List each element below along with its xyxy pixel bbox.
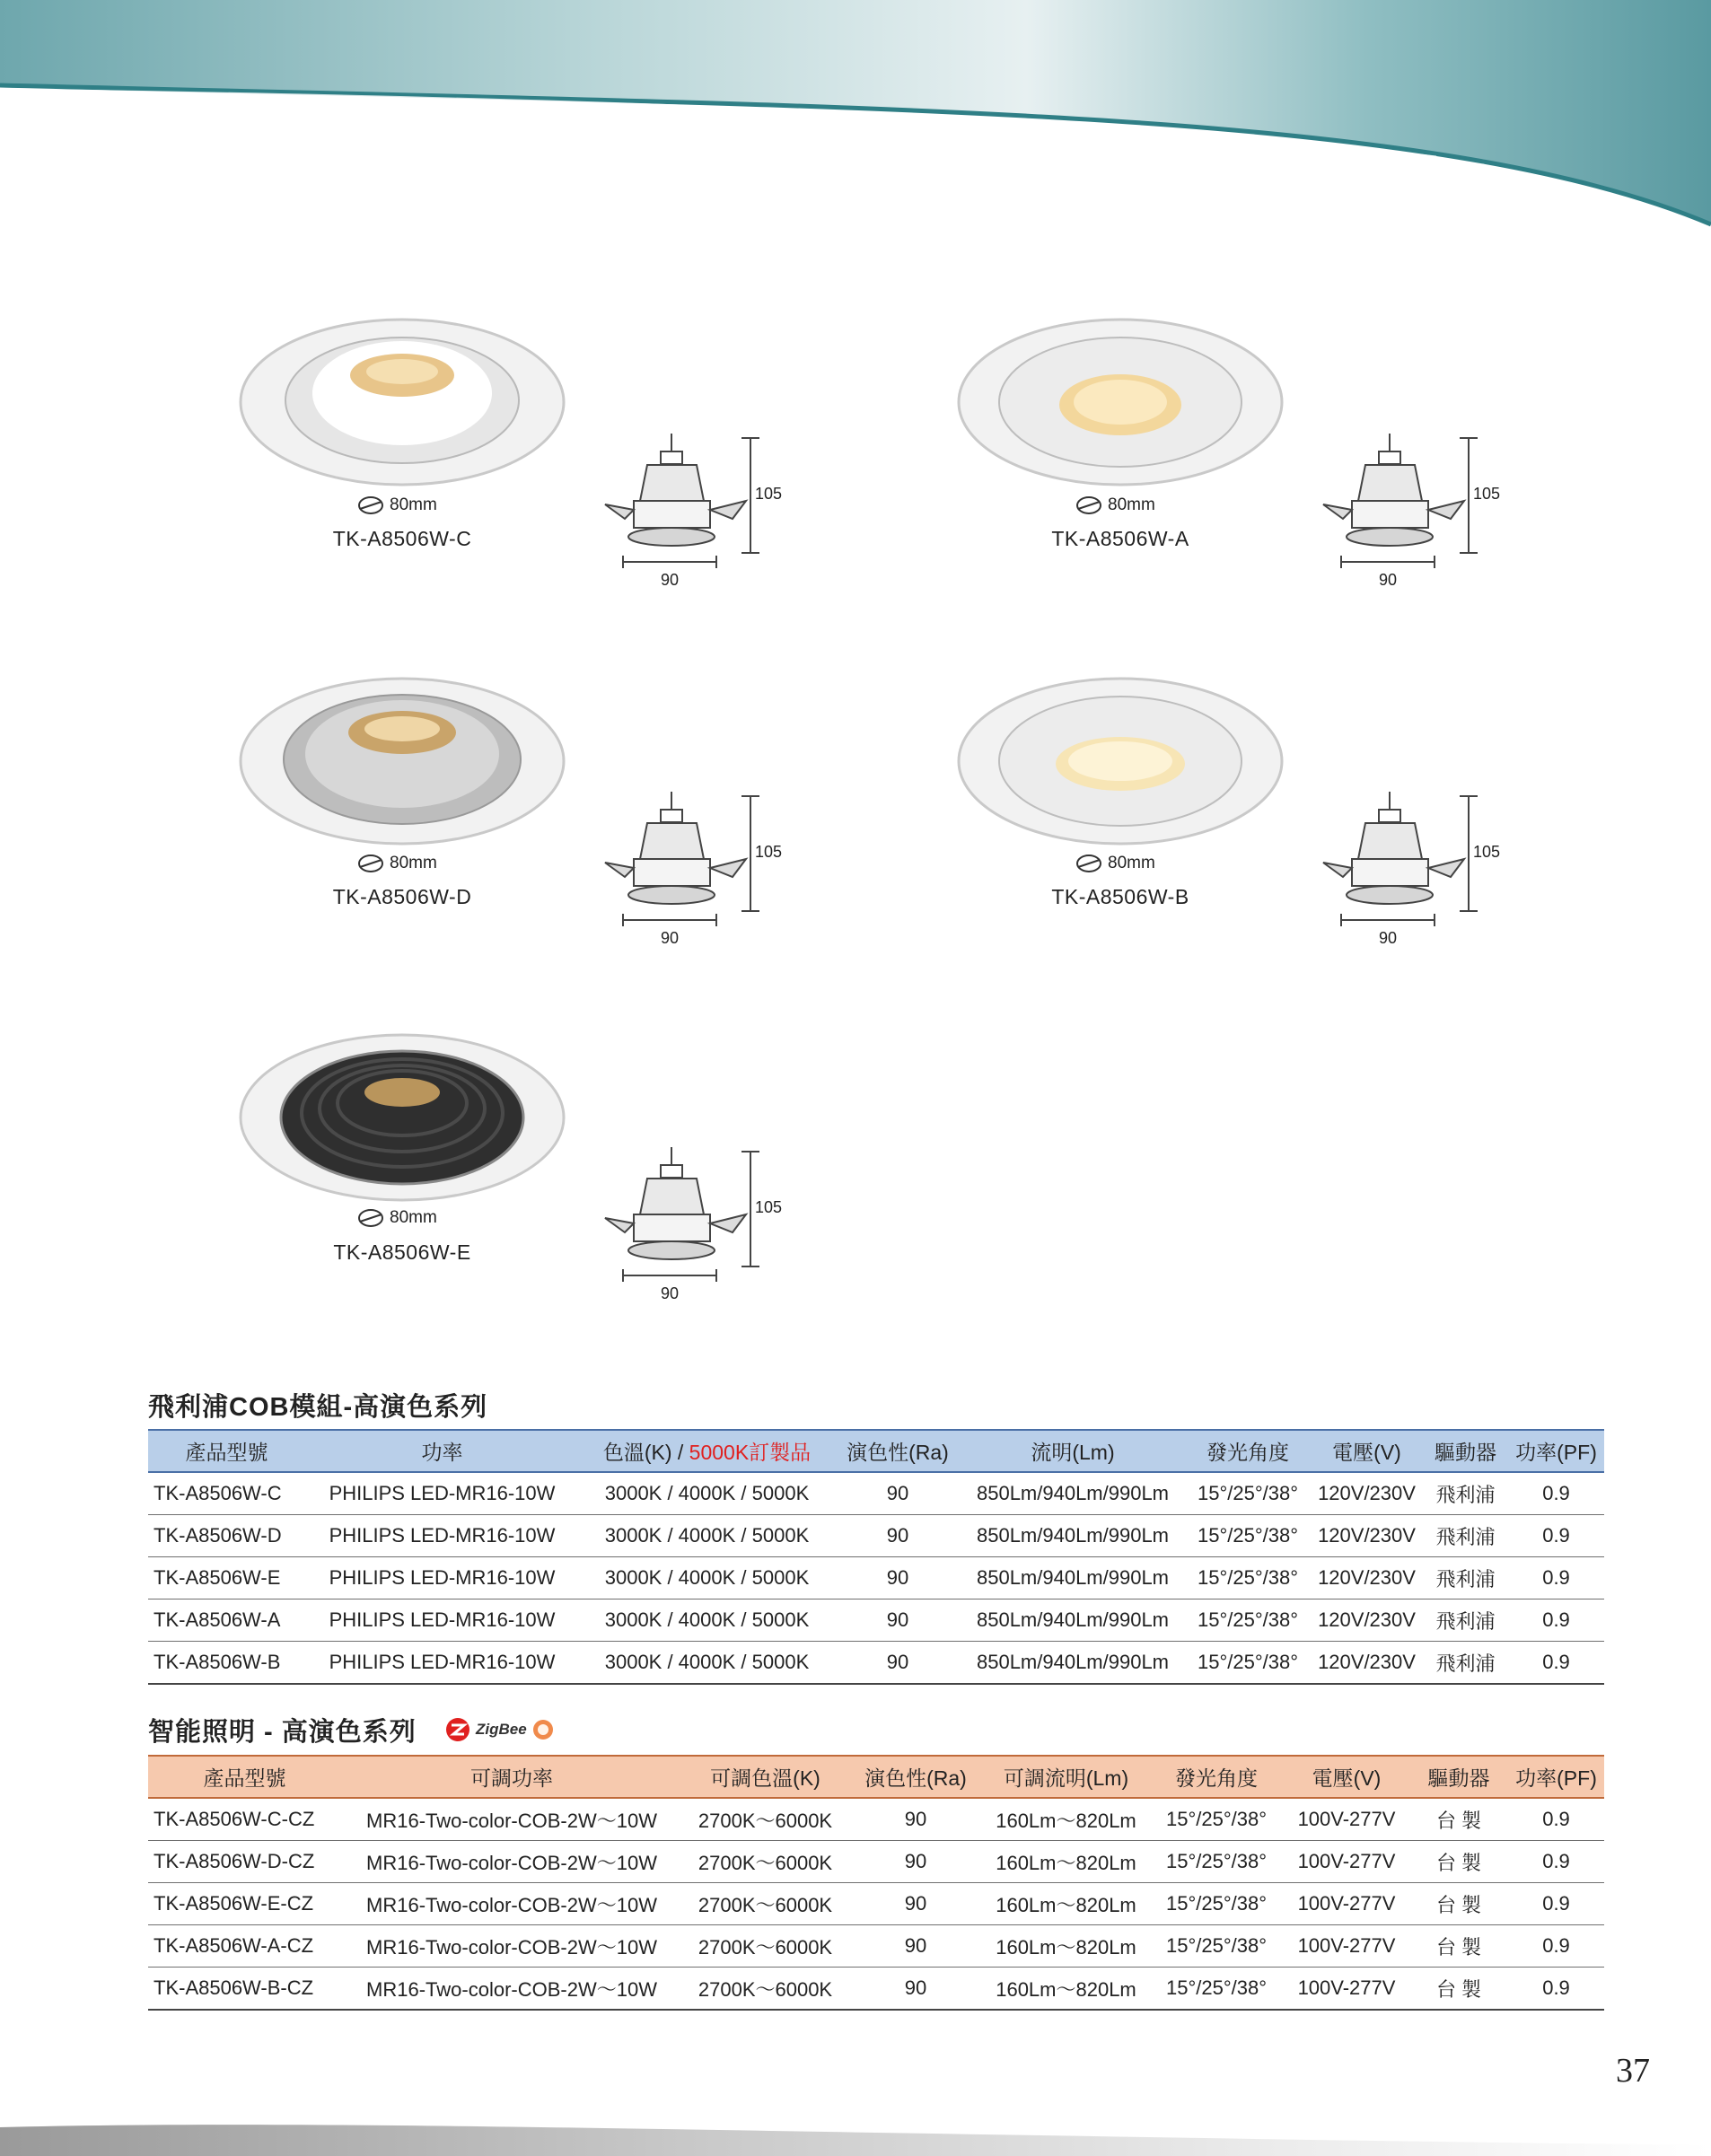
cell-model: TK-A8506W-D (148, 1515, 305, 1557)
cell-model: TK-A8506W-B (148, 1642, 305, 1685)
table-row (148, 1925, 1604, 1968)
header-lumen: 流明(Lm) (961, 1430, 1185, 1472)
cell-lumen: 850Lm/940Lm/990Lm (961, 1642, 1185, 1685)
cell-driver: 飛利浦 (1423, 1642, 1508, 1685)
header-cri: 演色性(Ra) (835, 1430, 961, 1472)
cell-cri: 90 (835, 1599, 961, 1642)
header-beam-angle: 發光角度 (1185, 1430, 1311, 1472)
cell-driver: 飛利浦 (1423, 1515, 1508, 1557)
cell-driver: 飛利浦 (1423, 1599, 1508, 1642)
table-row (148, 1883, 1604, 1925)
product-photo-e (236, 1028, 568, 1207)
dimension-diagram-b (1316, 787, 1522, 958)
cell-beam-angle: 15°/25°/38° (1185, 1557, 1311, 1599)
spec-table-zigbee (148, 1755, 1604, 2011)
cell-power: PHILIPS LED-MR16-10W (305, 1599, 579, 1642)
cell-color-temp: 2700K～6000K (682, 1968, 848, 2011)
top-banner (0, 0, 1711, 233)
product-photo-d (236, 671, 568, 851)
cell-pf: 0.9 (1508, 1515, 1604, 1557)
cell-pf: 0.9 (1508, 1883, 1604, 1925)
cell-power: PHILIPS LED-MR16-10W (305, 1557, 579, 1599)
cell-cri: 90 (835, 1642, 961, 1685)
cutout-size-label: 80mm (390, 495, 437, 514)
header-model: 產品型號 (148, 1756, 341, 1798)
cell-color-temp: 3000K / 4000K / 5000K (579, 1599, 835, 1642)
cell-model: TK-A8506W-A (148, 1599, 305, 1642)
cutout-diameter-icon (1075, 854, 1102, 873)
dimension-diagram-a (1316, 429, 1522, 600)
cell-pf: 0.9 (1508, 1841, 1604, 1883)
cell-model: TK-A8506W-E-CZ (148, 1883, 341, 1925)
cutout-diameter-icon (1075, 495, 1102, 515)
table-header-row (148, 1756, 1604, 1798)
cell-pf: 0.9 (1508, 1968, 1604, 2011)
cutout-diameter-icon (357, 854, 384, 873)
zigbee-logo (445, 1717, 554, 1742)
cutout-size-label: 80mm (390, 1208, 437, 1227)
dimension-diagram-d (598, 787, 804, 958)
cell-beam-angle: 15°/25°/38° (1149, 1925, 1284, 1968)
model-label-c: TK-A8506W-C (332, 527, 472, 550)
zigbee-icon (445, 1717, 470, 1742)
dimension-diagram-c (598, 429, 804, 600)
dimension-width: 90 (661, 929, 680, 947)
cell-color-temp: 2700K～6000K (682, 1925, 848, 1968)
cutout-size-label: 80mm (1108, 854, 1155, 872)
table-row (148, 1599, 1604, 1642)
cell-beam-angle: 15°/25°/38° (1149, 1798, 1284, 1841)
cell-model: TK-A8506W-B-CZ (148, 1968, 341, 2011)
cutout-size-a (1075, 495, 1155, 515)
cell-color-temp: 3000K / 4000K / 5000K (579, 1515, 835, 1557)
header-adjustable-lumen: 可調流明(Lm) (983, 1756, 1149, 1798)
cell-power: MR16-Two-color-COB-2W～10W (341, 1798, 682, 1841)
cell-power: PHILIPS LED-MR16-10W (305, 1515, 579, 1557)
cell-cri: 90 (835, 1557, 961, 1599)
cell-beam-angle: 15°/25°/38° (1185, 1599, 1311, 1642)
header-model: 產品型號 (148, 1430, 305, 1472)
cell-beam-angle: 15°/25°/38° (1149, 1841, 1284, 1883)
cell-model: TK-A8506W-A-CZ (148, 1925, 341, 1968)
cell-driver: 台 製 (1409, 1883, 1508, 1925)
cell-lumen: 160Lm～820Lm (983, 1841, 1149, 1883)
product-photo-a (954, 312, 1286, 492)
cell-lumen: 160Lm～820Lm (983, 1925, 1149, 1968)
cell-model: TK-A8506W-E (148, 1557, 305, 1599)
table-header-row (148, 1430, 1604, 1472)
cell-cri: 90 (835, 1515, 961, 1557)
table-row (148, 1515, 1604, 1557)
header-voltage: 電壓(V) (1284, 1756, 1409, 1798)
table-row (148, 1557, 1604, 1599)
cell-beam-angle: 15°/25°/38° (1149, 1883, 1284, 1925)
zigbee-logo-text: ZigBee (476, 1721, 527, 1738)
cutout-diameter-icon (357, 495, 384, 515)
cell-pf: 0.9 (1508, 1557, 1604, 1599)
cell-voltage: 120V/230V (1311, 1515, 1423, 1557)
cell-lumen: 850Lm/940Lm/990Lm (961, 1515, 1185, 1557)
header-beam-angle: 發光角度 (1149, 1756, 1284, 1798)
dimension-height: 105 (755, 843, 783, 861)
table-row (148, 1642, 1604, 1685)
cell-driver: 飛利浦 (1423, 1557, 1508, 1599)
dimension-height: 105 (755, 1198, 783, 1216)
cell-cri: 90 (848, 1841, 983, 1883)
product-photo-b (954, 671, 1286, 851)
compatibility-badge-icon (532, 1719, 554, 1740)
cell-voltage: 120V/230V (1311, 1642, 1423, 1685)
cell-power: PHILIPS LED-MR16-10W (305, 1642, 579, 1685)
header-power: 功率 (305, 1430, 579, 1472)
cell-power: MR16-Two-color-COB-2W～10W (341, 1968, 682, 2011)
cutout-size-label: 80mm (390, 854, 437, 872)
cell-lumen: 850Lm/940Lm/990Lm (961, 1472, 1185, 1515)
cell-model: TK-A8506W-C-CZ (148, 1798, 341, 1841)
cell-driver: 飛利浦 (1423, 1472, 1508, 1515)
cell-beam-angle: 15°/25°/38° (1185, 1515, 1311, 1557)
cutout-size-b (1075, 854, 1155, 873)
header-adjustable-color-temp: 可調色溫(K) (682, 1756, 848, 1798)
cell-pf: 0.9 (1508, 1472, 1604, 1515)
cell-model: TK-A8506W-C (148, 1472, 305, 1515)
product-photo-c (236, 312, 568, 492)
cell-beam-angle: 15°/25°/38° (1185, 1472, 1311, 1515)
header-cri: 演色性(Ra) (848, 1756, 983, 1798)
table-row (148, 1968, 1604, 2011)
header-pf: 功率(PF) (1508, 1756, 1604, 1798)
cell-power: MR16-Two-color-COB-2W～10W (341, 1883, 682, 1925)
cell-color-temp: 3000K / 4000K / 5000K (579, 1557, 835, 1599)
dimension-height: 105 (755, 485, 783, 503)
table-row (148, 1472, 1604, 1515)
cell-driver: 台 製 (1409, 1841, 1508, 1883)
cell-cri: 90 (835, 1472, 961, 1515)
header-color-temp (579, 1430, 835, 1472)
cell-cri: 90 (848, 1883, 983, 1925)
cell-color-temp: 2700K～6000K (682, 1841, 848, 1883)
cell-voltage: 120V/230V (1311, 1557, 1423, 1599)
header-pf: 功率(PF) (1508, 1430, 1604, 1472)
dimension-width: 90 (661, 1284, 680, 1302)
cell-color-temp: 2700K～6000K (682, 1798, 848, 1841)
cutout-size-c (357, 495, 437, 515)
cell-voltage: 120V/230V (1311, 1472, 1423, 1515)
table-row (148, 1841, 1604, 1883)
cell-voltage: 100V-277V (1284, 1925, 1409, 1968)
cell-driver: 台 製 (1409, 1798, 1508, 1841)
dimension-diagram-e (598, 1143, 804, 1313)
cell-cri: 90 (848, 1925, 983, 1968)
dimension-width: 90 (1379, 571, 1398, 589)
cell-power: MR16-Two-color-COB-2W～10W (341, 1841, 682, 1883)
cell-cri: 90 (848, 1798, 983, 1841)
spec-table-philips (148, 1429, 1604, 1685)
cell-color-temp: 2700K～6000K (682, 1883, 848, 1925)
header-adjustable-power: 可調功率 (341, 1756, 682, 1798)
bottom-band (0, 2118, 1711, 2156)
cell-voltage: 120V/230V (1311, 1599, 1423, 1642)
cell-pf: 0.9 (1508, 1642, 1604, 1685)
header-color-temp-text: 色溫(K) / (602, 1441, 689, 1464)
section1-title: 飛利浦COB模組-高演色系列 (148, 1393, 488, 1422)
dimension-width: 90 (661, 571, 680, 589)
model-label-a: TK-A8506W-A (1051, 527, 1189, 550)
cell-voltage: 100V-277V (1284, 1883, 1409, 1925)
cell-voltage: 100V-277V (1284, 1841, 1409, 1883)
cell-voltage: 100V-277V (1284, 1968, 1409, 2011)
model-label-b: TK-A8506W-B (1051, 885, 1189, 908)
cutout-size-e (357, 1208, 437, 1228)
cell-driver: 台 製 (1409, 1925, 1508, 1968)
cell-lumen: 160Lm～820Lm (983, 1798, 1149, 1841)
cell-model: TK-A8506W-D-CZ (148, 1841, 341, 1883)
section2-title: 智能照明 - 高演色系列 (148, 1718, 417, 1747)
cell-voltage: 100V-277V (1284, 1798, 1409, 1841)
header-voltage: 電壓(V) (1311, 1430, 1423, 1472)
cell-lumen: 160Lm～820Lm (983, 1883, 1149, 1925)
cell-color-temp: 3000K / 4000K / 5000K (579, 1642, 835, 1685)
cutout-size-d (357, 854, 437, 873)
model-label-d: TK-A8506W-D (332, 885, 472, 908)
table-row (148, 1798, 1604, 1841)
cutout-diameter-icon (357, 1208, 384, 1228)
cell-power: MR16-Two-color-COB-2W～10W (341, 1925, 682, 1968)
model-label-e: TK-A8506W-E (333, 1240, 471, 1264)
page-number: 37 (1616, 2052, 1650, 2090)
cell-beam-angle: 15°/25°/38° (1185, 1642, 1311, 1685)
cell-color-temp: 3000K / 4000K / 5000K (579, 1472, 835, 1515)
cell-power: PHILIPS LED-MR16-10W (305, 1472, 579, 1515)
cell-pf: 0.9 (1508, 1599, 1604, 1642)
dimension-height: 105 (1473, 843, 1501, 861)
cell-cri: 90 (848, 1968, 983, 2011)
dimension-width: 90 (1379, 929, 1398, 947)
cutout-size-label: 80mm (1108, 495, 1155, 514)
header-driver: 驅動器 (1423, 1430, 1508, 1472)
cell-driver: 台 製 (1409, 1968, 1508, 2011)
cell-pf: 0.9 (1508, 1798, 1604, 1841)
cell-beam-angle: 15°/25°/38° (1149, 1968, 1284, 2011)
cell-lumen: 850Lm/940Lm/990Lm (961, 1599, 1185, 1642)
header-driver: 驅動器 (1409, 1756, 1508, 1798)
cell-pf: 0.9 (1508, 1925, 1604, 1968)
cell-lumen: 850Lm/940Lm/990Lm (961, 1557, 1185, 1599)
cell-lumen: 160Lm～820Lm (983, 1968, 1149, 2011)
header-custom-note: 5000K訂製品 (689, 1441, 812, 1464)
dimension-height: 105 (1473, 485, 1501, 503)
